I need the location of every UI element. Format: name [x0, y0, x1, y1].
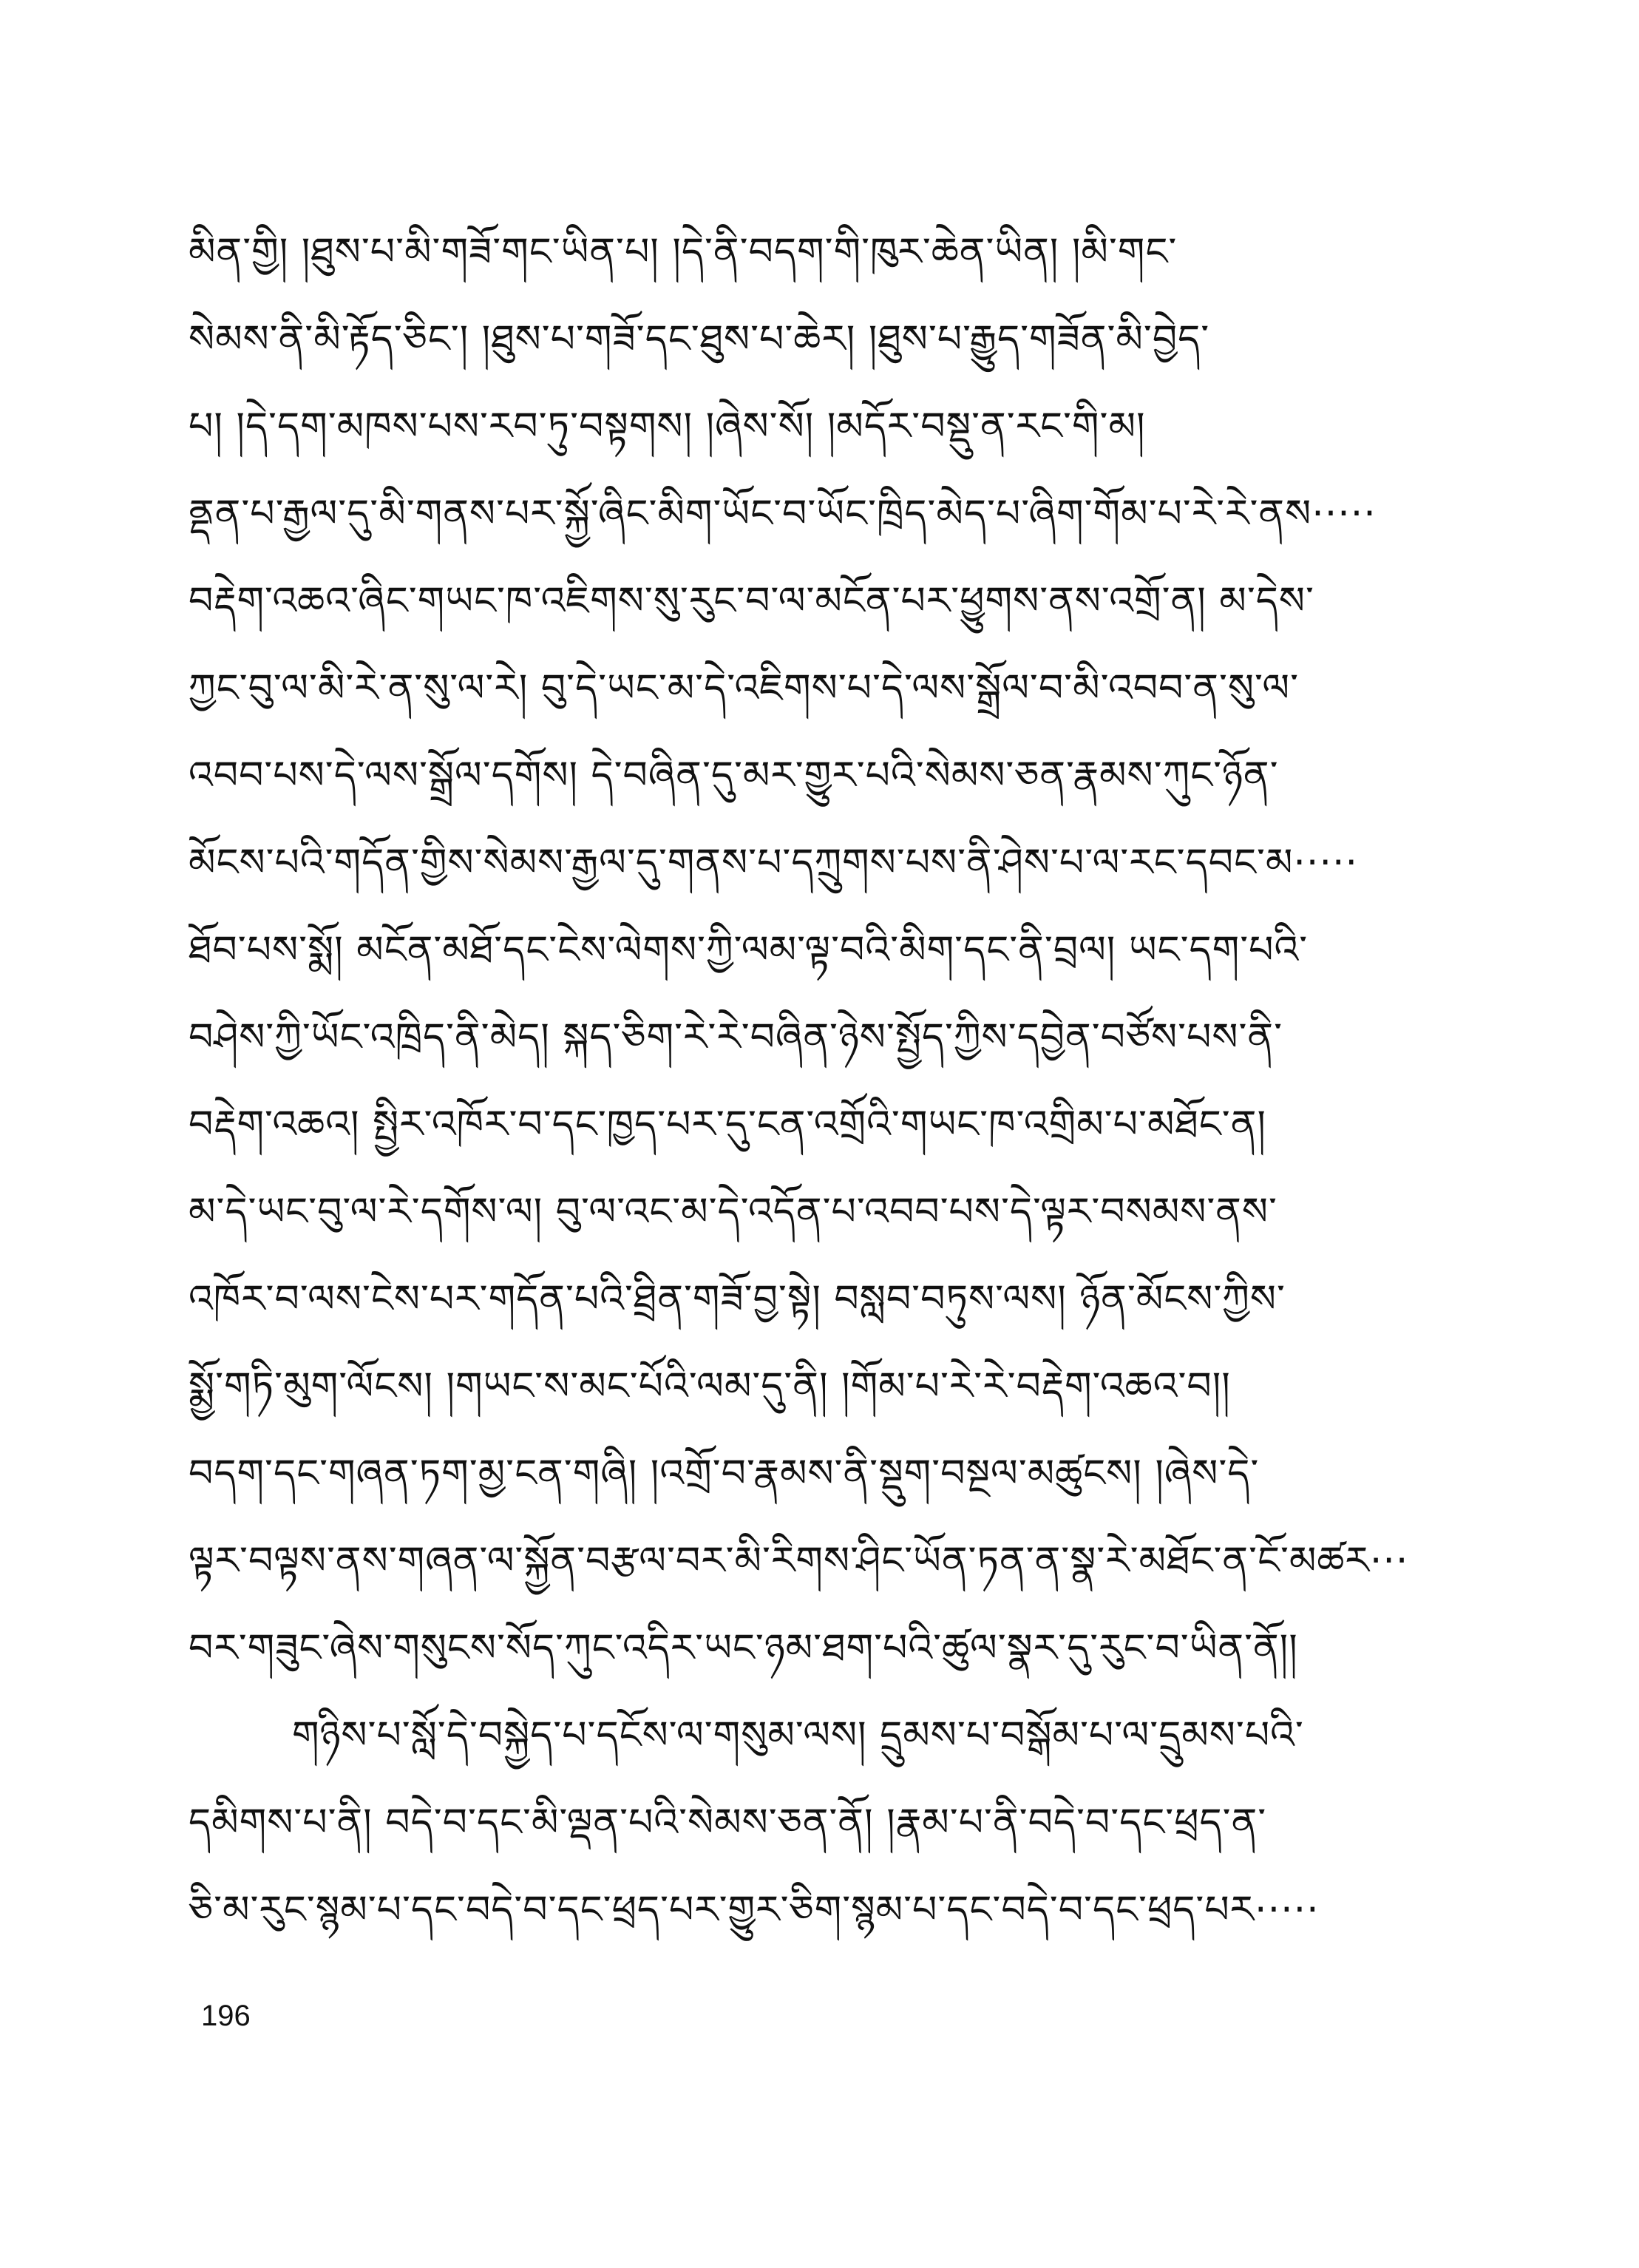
- text-line: མ་དེ་ཡང་བུ་ལ་རེ་དགོས་ལ། བུ་ལ་འང་མ་དེ་འདོན་པ་འབབ་པས་དེ་ལྟར་བསམས་ནས་: [189, 1190, 1277, 1234]
- text-line: འབབ་པས་དེ་ལས་སྒྲོལ་དགོས། དེ་བཞིན་དུ་མར་གྱུར་པའི་སེམས་ཅན་རྣམས་ཀུང་ཉོན་: [189, 754, 1279, 798]
- text-line-paragraph-start: གཉིས་པ་སློ་དེ་བསྐྱེད་པ་དངོས་ལ་གསུམ་ལས། དྲུམས་པ་བསྒོམ་པ་ལ་དྲུམས་པའི་: [292, 1713, 1304, 1758]
- text-line: ཅི་མ་རུང་སྙམ་པ་དང་བདེ་བ་དང་ཕྲད་པར་གྱུར་ཅིག་སྙམ་པ་དང་བདེ་བ་དང་ཕྲད་པར·····: [189, 1888, 1320, 1932]
- text-line: ལྟར་བལྟས་ནས་གཞན་ལ་སྐྱོན་བརྩལ་བར་མི་རིགས་ཤིང་ཡོན་ཏན་ན་སྣ་རེ་མཐོང་ན་ངོ་མཚར···: [189, 1539, 1409, 1583]
- text-line: པ། །དེ་དག་མཁས་པས་རབ་ཏུ་བསྟགས། །ཞེས་སོ། །མདོར་བསྡུ་ན་རང་གི་མ།: [189, 404, 1146, 449]
- text-line: མིན་གྱི། །ཐུས་པ་མི་གཟོ་གང་ཡིན་པ། །དེ་ནི་བདག་གི་ཁུར་ཆེན་ཡིན། །མི་གང་: [189, 230, 1178, 274]
- page-number: 196: [201, 2000, 251, 2032]
- text-line: བར་གཟུང་ཞེས་གསུངས་སོད་ཀུང་འདིར་ཡང་ཉམ་ཐག་པའི་ཚུལ་སྣར་དུ་རུང་བ་ཡིན་ནོ།།: [189, 1626, 1298, 1670]
- text-line: བཤེས་ཀྱི་ཡོང་འཁྲིད་ནི་མེད། སྐད་ཅིག་རེ་རེ་བཞིན་ཉེས་སྤྱོད་ཀྱིས་དབྱེན་བཙོས་པས་ནི་: [189, 1015, 1283, 1060]
- text-line: བརྡེག་འཆའ་ཞིང་གཡང་ཁ་འཇིགས་སུ་རུང་བ་ལ་མངོན་པར་ཕྱུགས་ནས་འགྲོ་ན། མ་དེས་: [189, 579, 1314, 623]
- text-line: སྨྱོ་གཏི་མུག་ལོངས། །གཡང་ས་མང་པོའི་ལམ་དུ་ནི། །གོམ་པ་རེ་རེ་བརྡེག་འཆའ་བ།།: [189, 1364, 1231, 1409]
- text-line: ནྡན་པ་རྒྱལ་དུ་མི་གནས་པར་སྐྱོ་ཞིང་མིག་ཡོང་བ་ཡོང་ཁྲིད་མེད་པ་ཞིག་གོམ་པ་རེ་རེ་ནས·····: [189, 492, 1377, 536]
- text-line: འཁོར་བ་ལས་ངེས་པར་གདོན་པའི་ཐྲིན་གཟོ་བྱ་སྟེ། བསླབ་བཏུས་ལས། ཉོན་མོངས་ཀྱིས་: [189, 1277, 1286, 1321]
- text-line: ཀྱང་བུ་ལ་མི་རེ་ན་སུ་ལ་རེ། བུ་དེ་ཡང་མ་དེ་འཇིགས་པ་དེ་ལས་སྒྲོལ་བ་མི་འབབ་ན་སུ་ལ་: [189, 666, 1300, 711]
- text-line: སེམས་ནི་མི་རྟོད་ཅིང་། །ཐུས་པ་གཟོ་དང་ཐུས་པ་ཆེར། །ཐུས་པ་རྒྱུད་གཟོན་མི་བྱེད་: [189, 317, 1210, 362]
- text-line: མོངས་པའི་གདོན་གྱིས་སེམས་རྒྱལ་དུ་གནས་པ་དཀྲུགས་པས་ནི་ཤེས་པ་ལ་རང་དབང་མ·····: [189, 841, 1359, 885]
- text-line: ཐོབ་པས་སྨོ། མངོན་མཐོ་དང་ངེས་ལེགས་ཀྱི་ལམ་ལྟ་བའི་མིག་དང་ནི་བྲལ། ཡང་དག་པའི་: [189, 928, 1309, 972]
- text-line: བརྡེག་འཆའ། སྤྱིར་འཁོར་བ་དང་ཁྱད་པར་དུ་ངན་འགྲོའི་གཡང་ཁ་འགྲིམ་པ་མཐོང་ན།: [189, 1103, 1266, 1147]
- text-line: བདག་དང་གཞན་ཏག་མྱ་ངན་གཞི། །འགྲོ་བ་རྣམས་ནི་སྡུག་བསྔལ་མཚུངས། །ཞེས་དེ་: [189, 1452, 1260, 1496]
- tibetan-text-block: [189, 209, 1471, 1954]
- text-line: དམིགས་པ་ནི། བདེ་བ་དང་མི་ལྡན་པའི་སེམས་ཅན་ནོ། །རྣམ་པ་ནི་བདེ་བ་དང་ཕྲད་ན་: [189, 1801, 1267, 1845]
